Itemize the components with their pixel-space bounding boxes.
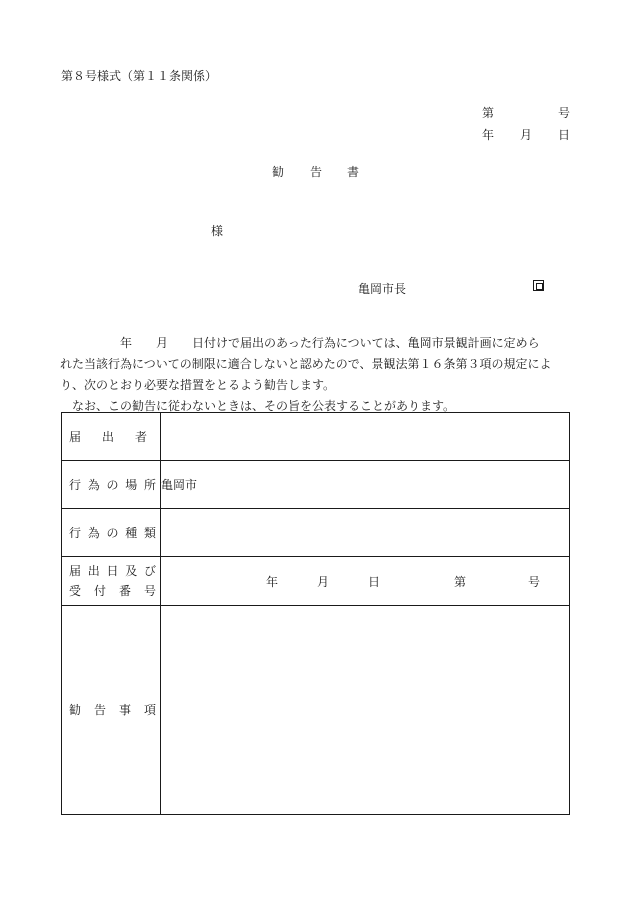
label-char: 付	[93, 584, 106, 598]
date-month-label: 月	[317, 575, 330, 589]
label-char: 出	[87, 564, 100, 578]
label-cell-notifier	[62, 413, 161, 461]
document-date-month: 月	[520, 128, 533, 142]
label-cell-type	[62, 509, 161, 557]
label-char: 号	[143, 584, 156, 598]
notice-body-line: 年 月 日付けで届出のあった行為については、亀岡市景観計画に定めら	[60, 336, 540, 350]
form-number-label: 第８号様式（第１１条関係）	[61, 69, 218, 83]
document-date-day: 日	[558, 128, 571, 142]
notice-body-line: なお、この勧告に従わないときは、その旨を公表することがあります。	[60, 399, 456, 413]
label-char: 出	[101, 429, 114, 444]
label-char: 為	[87, 477, 100, 492]
label-char: の	[106, 477, 119, 492]
value-cell-location[interactable]: 亀岡市	[161, 461, 570, 509]
document-date-year: 年	[482, 128, 495, 142]
label-cell-location	[62, 461, 161, 509]
document-number-prefix: 第	[482, 106, 495, 120]
document-title-char: 勧	[272, 165, 285, 179]
label-char: 番	[118, 584, 131, 598]
label-char: 所	[143, 477, 156, 492]
table-row-recommendation	[62, 606, 570, 815]
document-title-char: 書	[347, 165, 360, 179]
label-char: 種	[125, 525, 138, 540]
label-char: 日	[106, 564, 119, 578]
label-char: 行	[69, 525, 82, 540]
document-title-char: 告	[310, 165, 323, 179]
recommendation-table	[61, 412, 570, 815]
table-row-date-number	[62, 557, 570, 606]
date-year-label: 年	[266, 575, 279, 589]
label-char: び	[143, 564, 156, 578]
label-char: 項	[143, 703, 156, 717]
label-cell-date-number	[62, 557, 161, 606]
value-cell-date-number[interactable]	[161, 557, 570, 606]
table-row-location	[62, 461, 570, 509]
receipt-number-prefix: 第	[454, 575, 467, 589]
label-cell-recommendation	[62, 606, 161, 815]
table-row-notifier	[62, 413, 570, 461]
label-char: 勧	[69, 703, 82, 717]
receipt-number-suffix: 号	[528, 575, 541, 589]
label-char: 為	[87, 525, 100, 540]
date-day-label: 日	[368, 575, 381, 589]
label-char: 者	[134, 429, 147, 444]
value-cell-type[interactable]	[161, 509, 570, 557]
issuer-name: 亀岡市長	[358, 282, 407, 296]
seal-icon	[533, 280, 544, 291]
label-char: 類	[143, 525, 156, 540]
label-char: 告	[93, 703, 106, 717]
label-char: 届	[69, 429, 82, 444]
value-cell-recommendation[interactable]	[161, 606, 570, 815]
notice-body-line: り、次のとおり必要な措置をとるよう勧告します。	[60, 378, 336, 392]
label-char: 及	[125, 564, 138, 578]
notice-body-line: れた当該行為についての制限に適合しないと認めたので、景観法第１６条第３項の規定によ	[60, 357, 552, 371]
value-cell-notifier[interactable]	[161, 413, 570, 461]
label-char: 届	[69, 564, 82, 578]
notice-body	[60, 333, 575, 417]
label-char: 場	[125, 477, 138, 492]
label-char: 行	[69, 477, 82, 492]
label-char: 受	[69, 584, 82, 598]
table-row-type	[62, 509, 570, 557]
document-number-suffix: 号	[558, 106, 571, 120]
label-char: の	[106, 525, 119, 540]
addressee-honorific: 様	[211, 224, 224, 238]
label-char: 事	[118, 703, 131, 717]
